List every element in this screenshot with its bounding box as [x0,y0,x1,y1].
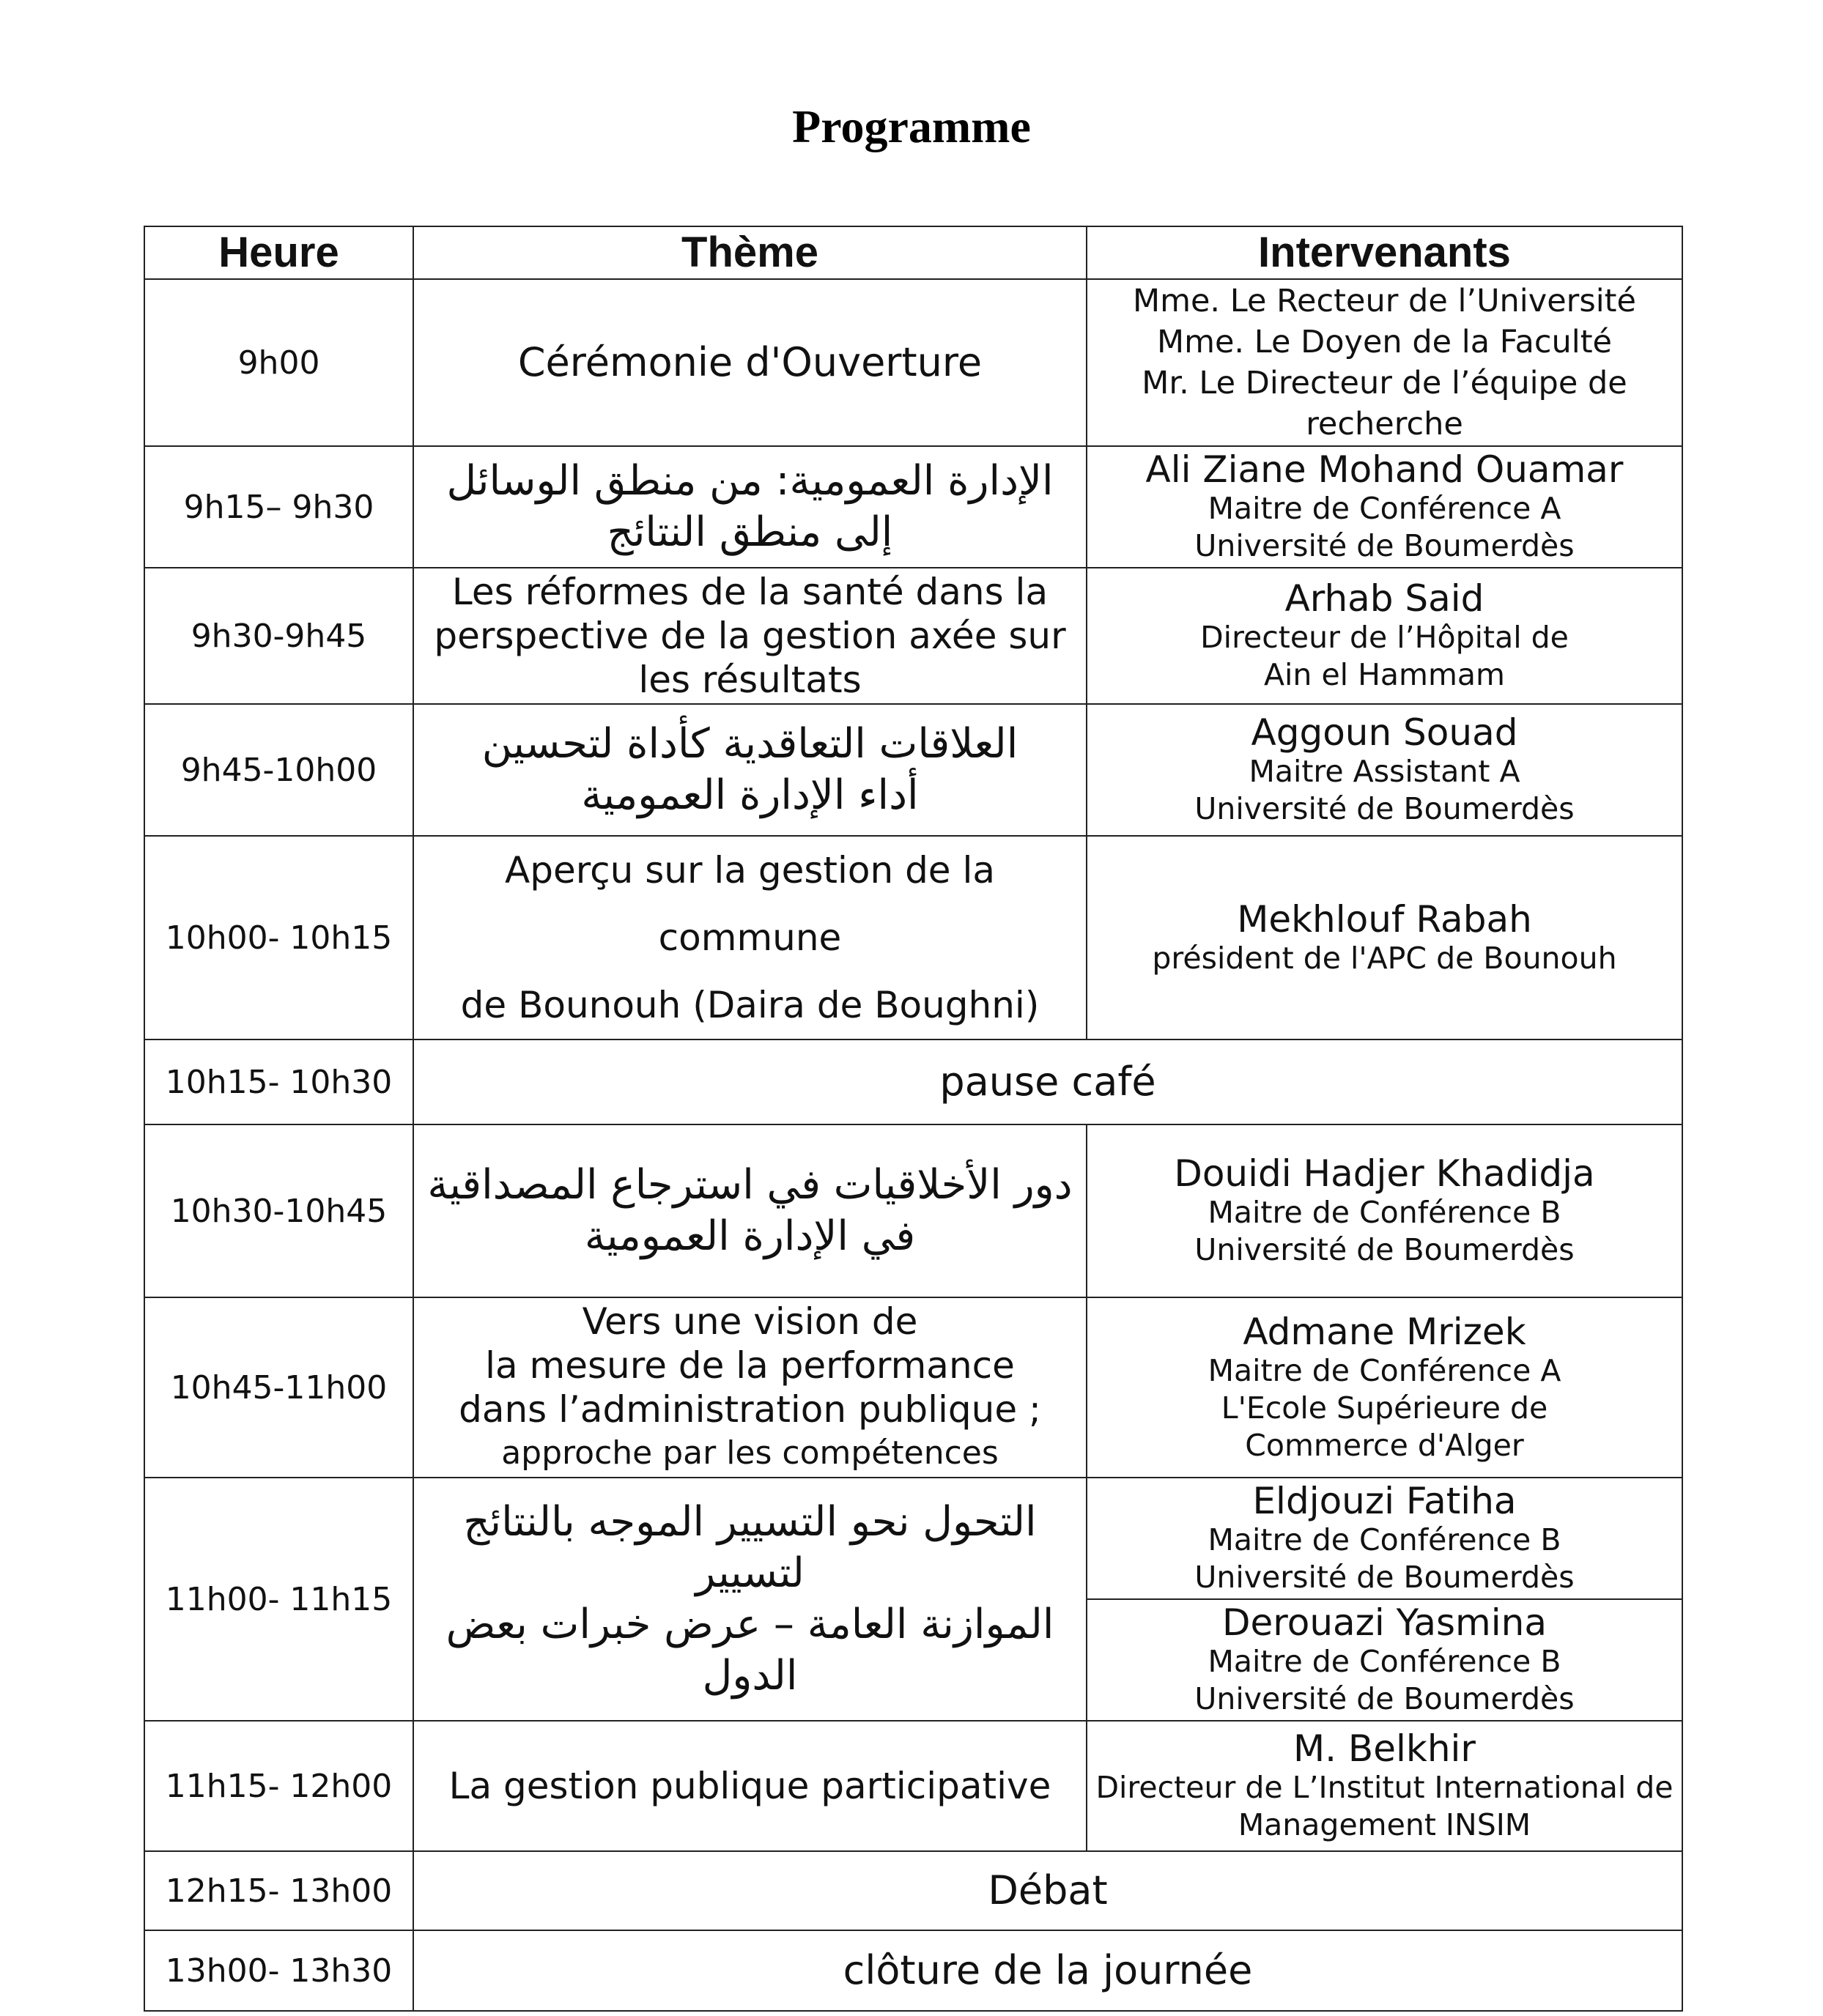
header-time: Heure [144,226,413,279]
theme-line: de Bounouh (Daira de Boughni) [460,984,1040,1026]
time-cell: 9h15– 9h30 [144,446,413,568]
table-row [144,1851,1682,1930]
theme-line: Aperçu sur la gestion de la [505,849,995,892]
speaker-role: Université de Boumerdès [1194,1560,1575,1595]
time-cell: 9h00 [144,279,413,446]
speaker-role: Maitre de Conférence B [1208,1644,1561,1679]
debate-cell: Débat [413,1851,1682,1930]
theme-cell [413,446,1087,568]
speaker-role: Maitre de Conférence B [1208,1195,1561,1230]
speakers-cell [1087,1297,1682,1478]
table-row [144,1124,1682,1297]
theme-line: dans l’administration publique ; [459,1388,1041,1431]
speaker-role: Maitre de Conférence A [1208,491,1561,526]
speakers-cell [1087,1124,1682,1297]
speaker-role: Maitre Assistant A [1249,754,1520,789]
speaker-role: Université de Boumerdès [1194,1681,1575,1716]
speaker-line: Mme. Le Recteur de l’Université [1132,283,1636,319]
speaker-role: Management INSIM [1238,1807,1531,1842]
speaker-line: Mr. Le Directeur de l’équipe de [1142,365,1627,401]
table-header-row [144,226,1682,279]
theme-line: perspective de la gestion axée sur [434,615,1066,657]
speaker-role: Université de Boumerdès [1194,528,1575,563]
speaker-name: Arhab Said [1284,577,1484,620]
speakers-cell [1087,1721,1682,1851]
speakers-cell [1087,568,1682,704]
page-title: Programme [792,100,1031,152]
time-cell: 11h00- 11h15 [144,1478,413,1721]
table-row [144,704,1682,836]
time-cell: 9h45-10h00 [144,704,413,836]
header-speakers: Intervenants [1087,226,1682,279]
theme-line: أداء الإدارة العمومية [581,771,919,819]
speakers-cell [1087,446,1682,568]
speaker-role: Université de Boumerdès [1194,1232,1575,1267]
header-theme: Thème [413,226,1087,279]
speaker-role: Ain el Hammam [1263,657,1505,692]
programme-table [144,226,1683,2012]
speaker-name: Ali Ziane Mohand Ouamar [1145,448,1624,491]
theme-line: الإدارة العمومية: من منطق الوسائل [446,457,1054,505]
theme-cell [413,836,1087,1040]
theme-line: Les réformes de la santé dans la [451,571,1049,613]
speaker-name: Admane Mrizek [1243,1310,1526,1353]
theme-line: إلى منطق النتائج [607,508,893,556]
speakers-cell [1087,1478,1682,1599]
theme-cell [413,704,1087,836]
speaker-role: Directeur de l’Hôpital de [1200,620,1569,655]
speaker-name: Douidi Hadjer Khadidja [1174,1152,1595,1195]
theme-line: La gestion publique participative [448,1765,1051,1807]
table-row [144,279,1682,446]
table-row [144,568,1682,704]
time-cell: 11h15- 12h00 [144,1721,413,1851]
theme-line: la mesure de la performance [485,1344,1015,1387]
speakers-cell [1087,1599,1682,1721]
speaker-role: président de l'APC de Bounouh [1152,940,1617,976]
time-cell: 13h00- 13h30 [144,1930,413,2011]
theme-line: commune [658,916,842,959]
theme-cell [413,568,1087,704]
theme-line: approche par les compétences [501,1434,999,1472]
speaker-name: Mekhlouf Rabah [1237,897,1532,941]
time-cell: 10h45-11h00 [144,1297,413,1478]
speaker-name: Aggoun Souad [1251,711,1518,754]
theme-cell [413,1721,1087,1851]
time-cell: 10h15- 10h30 [144,1040,413,1124]
speaker-role: L'Ecole Supérieure de [1221,1390,1548,1426]
table-row [144,836,1682,1040]
table-row [144,1721,1682,1851]
speakers-cell [1087,836,1682,1040]
speaker-role: Directeur de L’Institut International de [1095,1770,1674,1805]
speaker-role: Maitre de Conférence A [1208,1352,1561,1388]
time-cell: 10h30-10h45 [144,1124,413,1297]
theme-line: التحول نحو التسيير الموجه بالنتائج لتسيير [463,1498,1037,1597]
speaker-role: Commerce d'Alger [1245,1427,1524,1463]
theme-cell [413,1478,1087,1721]
table-row [144,1478,1682,1599]
theme-line: في الإدارة العمومية [584,1212,916,1260]
theme-line: دور الأخلاقيات في استرجاع المصداقية [427,1161,1073,1209]
speakers-cell [1087,704,1682,836]
table-row [144,1297,1682,1478]
theme-line: الموازنة العامة – عرض خبرات بعض [445,1601,1054,1648]
theme-line: les résultats [638,659,862,701]
theme-line: Vers une vision de [582,1300,918,1343]
table-row [144,446,1682,568]
theme-line: Cérémonie d'Ouverture [517,339,983,385]
time-cell: 12h15- 13h00 [144,1851,413,1930]
theme-cell [413,279,1087,446]
speaker-name: Derouazi Yasmina [1222,1601,1547,1644]
speaker-line: recherche [1306,406,1463,442]
table-row [144,1930,1682,2011]
table-row [144,1040,1682,1124]
closing-cell: clôture de la journée [413,1930,1682,2011]
speaker-name: Eldjouzi Fatiha [1252,1480,1517,1522]
speaker-name: M. Belkhir [1293,1727,1476,1770]
break-cell: pause café [413,1040,1682,1124]
time-cell: 10h00- 10h15 [144,836,413,1040]
speaker-line: Mme. Le Doyen de la Faculté [1156,324,1613,360]
speaker-role: Maitre de Conférence B [1208,1522,1561,1557]
time-cell: 9h30-9h45 [144,568,413,704]
speakers-cell [1087,279,1682,446]
theme-cell [413,1297,1087,1478]
theme-line: الدول [702,1652,798,1700]
speaker-role: Université de Boumerdès [1194,791,1575,826]
theme-cell [413,1124,1087,1297]
theme-line: العلاقات التعاقدية كأداة لتحسين [481,720,1018,768]
